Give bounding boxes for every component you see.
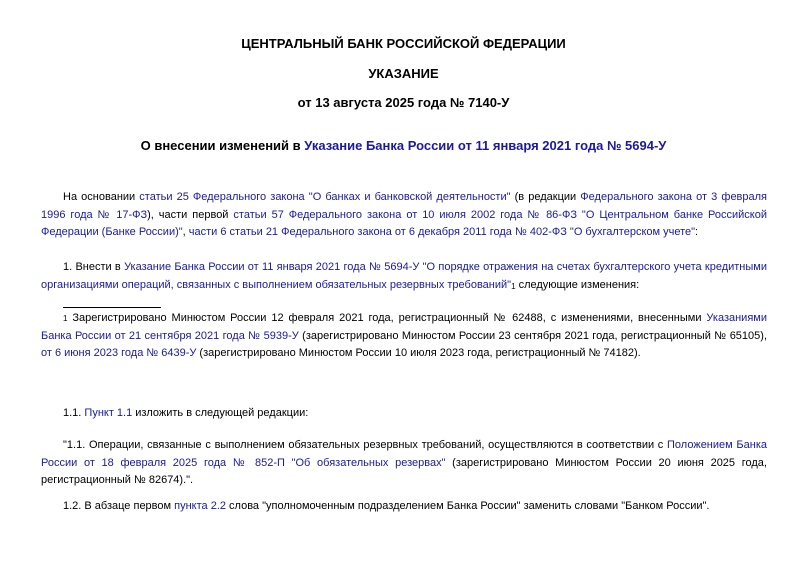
item-1-2-text-1: 1.2. В абзаце первом [63, 500, 175, 512]
link-federal-law-17fz[interactable]: Федерального закона от 3 февраля 1996 года № 17-ФЗ [41, 191, 768, 221]
footnote-1-paragraph [41, 310, 767, 363]
link-article-25-banks-law[interactable]: статьи 25 Федерального закона "О банках и банковской деятельности" [139, 191, 511, 203]
quote-text-1: "1.1. Операции, связанные с выполнением обязательных резервных требований, осуществляются в соответствии с [63, 439, 668, 451]
title-link-ukazanie-5694u[interactable]: Указание Банка России от 11 января 2021 года № 5694-У [304, 138, 667, 153]
link-polozhenie-852p[interactable]: Положением Банка России от 18 февраля 2025 года № 852-П "Об обязательных резервах" [41, 439, 767, 469]
document-type: УКАЗАНИЕ [368, 66, 439, 81]
item-1-1-text-2: изложить в следующей редакции: [132, 407, 309, 419]
document-title-prefix: О внесении изменений в [140, 138, 305, 153]
preamble-text-2: (в редакции [510, 191, 581, 203]
link-article-21-accounting-law[interactable]: части 6 статьи 21 Федерального закона от 6 декабря 2011 года № 402-ФЗ "О бухгалтерском учете" [188, 226, 696, 238]
preamble-text-1: На основании [63, 191, 140, 203]
footnote-reference-1[interactable]: 1 [511, 281, 516, 291]
item-1-1-paragraph [41, 405, 767, 423]
organization-heading: ЦЕНТРАЛЬНЫЙ БАНК РОССИЙСКОЙ ФЕДЕРАЦИИ [241, 36, 566, 51]
footnote-1-mark: 1 [63, 314, 68, 323]
item-1-2-text-2: слова "уполномоченным подразделением Банка России" заменить словами "Банком России". [226, 500, 710, 512]
link-ukazanie-6439u[interactable]: от 6 июня 2023 года № 6439-У [41, 347, 197, 359]
preamble-text-4: , [182, 226, 189, 238]
footnote-1-text-1: Зарегистрировано Минюстом России 12 февраля 2021 года, регистрационный № 62488, с изменениями, внесенными [67, 312, 707, 324]
link-ukazanie-5939u[interactable]: Указаниями Банка России от 21 сентября 2021 года № 5939-У [41, 312, 767, 342]
quoted-new-wording-paragraph [41, 437, 767, 490]
item-1-text-1: 1. Внести в [63, 261, 125, 273]
quote-text-2: (зарегистрировано Минюстом России 20 июня 2025 года, регистрационный № 82674).". [41, 456, 767, 486]
item-1-2-paragraph [41, 498, 767, 516]
document-title [0, 138, 807, 153]
item-1-1-text-1: 1.1. [63, 407, 85, 419]
preamble-paragraph [41, 189, 767, 242]
link-ukazanie-5694u-full[interactable]: Указание Банка России от 11 января 2021 года № 5694-У "О порядке отражения на счетах бухгалтерского учета кредитными организациями операций, связанных с выполнением обязательных резервных требований" [41, 261, 767, 291]
document-date-number: от 13 августа 2025 года № 7140-У [297, 95, 510, 110]
footnote-1-text-2: (зарегистрировано Минюстом России 23 сентября 2021 года, регистрационный № 65105), [298, 329, 768, 342]
footnote-1-text-3: (зарегистрировано Минюстом России 10 июля 2023 года, регистрационный № 74182). [196, 347, 641, 359]
link-punkt-2-2[interactable]: пункта 2.2 [174, 500, 226, 512]
item-1-paragraph [41, 259, 767, 294]
footnote-separator [63, 307, 161, 308]
item-1-text-2: следующие изменения: [515, 278, 640, 291]
link-punkt-1-1[interactable]: Пункт 1.1 [84, 407, 133, 419]
link-article-57-central-bank-law[interactable]: статьи 57 Федерального закона от 10 июля 2002 года № 86-ФЗ "О Центральном банке Российской Федерации (Банке России)" [41, 208, 768, 238]
preamble-text-5: : [695, 226, 699, 238]
preamble-text-3: ), части первой [147, 208, 234, 221]
